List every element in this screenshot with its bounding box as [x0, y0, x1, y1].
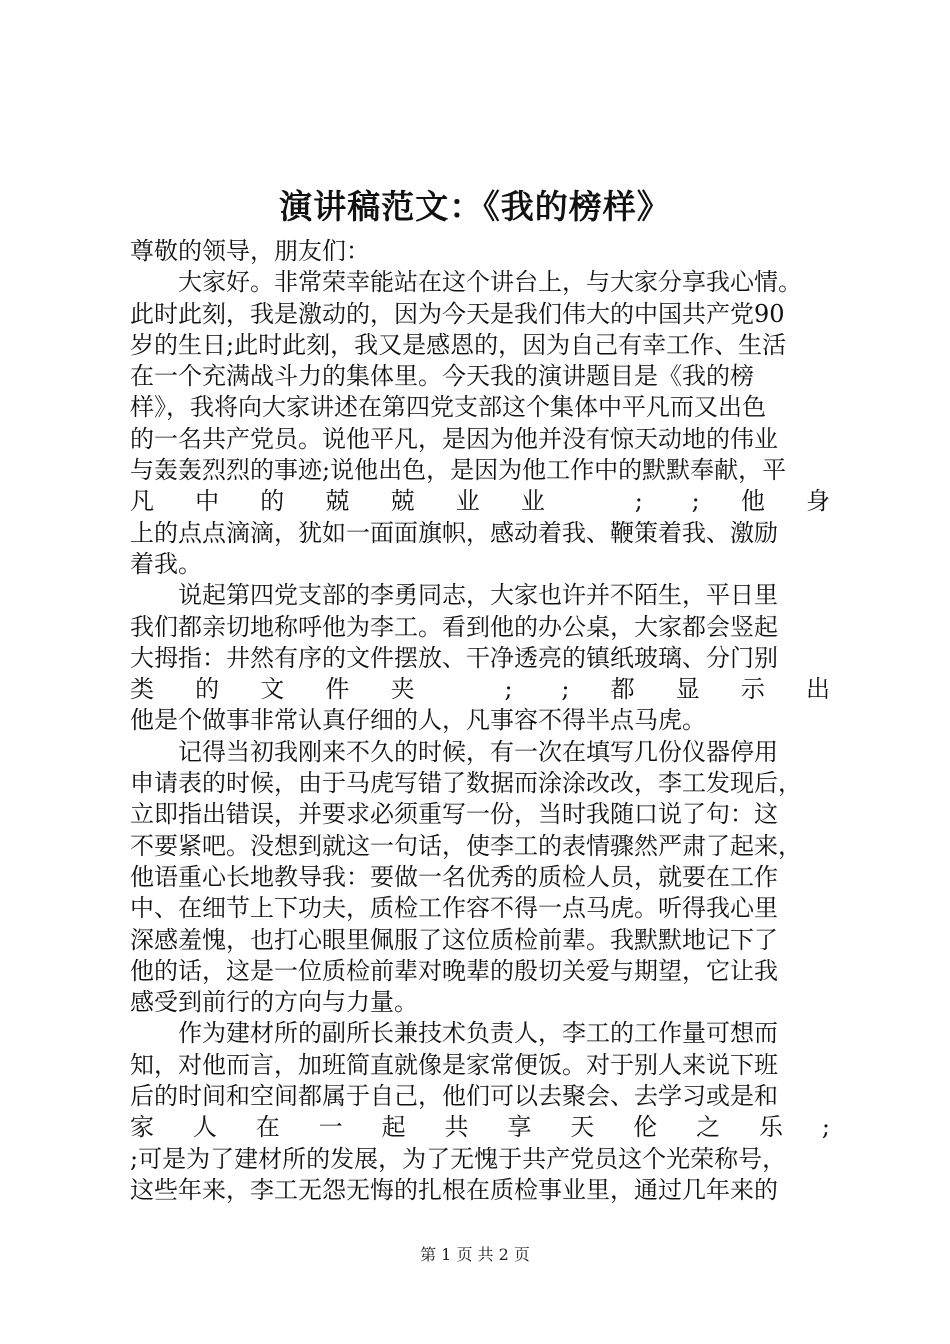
paragraph-line: 家 人 在 一 起 共 享 天 伦 之 乐 ; [130, 1113, 830, 1142]
document-title: 演讲稿范文：《我的榜样》 [279, 187, 671, 226]
paragraph-line: 这些年来，李工无怨无悔的扎根在质检事业里，通过几年来的 [130, 1175, 778, 1204]
paragraph-line: 作为建材所的副所长兼技术负责人，李工的工作量可想而 [178, 1019, 778, 1048]
paragraph-line: 感受到前行的方向与力量。 [130, 988, 418, 1017]
paragraph-line: 岁的生日;此时此刻，我又是感恩的，因为自己有幸工作、生活 [130, 330, 787, 359]
paragraph-line: 的一名共产党员。说他平凡，是因为他并没有惊天动地的伟业 [130, 424, 778, 453]
paragraph-line: 凡中的兢兢业业 ; ;他身 [130, 487, 830, 516]
paragraph-line: 此时此刻，我是激动的，因为今天是我们伟大的中国共产党90 [130, 299, 785, 328]
paragraph-line: 说起第四党支部的李勇同志，大家也许并不陌生，平日里 [178, 581, 778, 610]
paragraph-line: 大拇指：井然有序的文件摆放、干净透亮的镇纸玻璃、分门别 [130, 643, 778, 672]
paragraph-line: 与轰轰烈烈的事迹;说他出色，是因为他工作中的默默奉献，平 [130, 456, 787, 485]
paragraph-line: 后的时间和空间都属于自己，他们可以去聚会、去学习或是和 [130, 1082, 778, 1111]
paragraph-line: 着我。 [130, 549, 202, 578]
paragraph-line: 在一个充满战斗力的集体里。今天我的演讲题目是《我的榜 [130, 362, 754, 391]
paragraph-line: 立即指出错误，并要求必须重写一份，当时我随口说了句：这 [130, 800, 778, 829]
paragraph-line: 他是个做事非常认真仔细的人，凡事容不得半点马虎。 [130, 706, 706, 735]
paragraph-line: 深感羞愧，也打心眼里佩服了这位质检前辈。我默默地记下了 [130, 925, 778, 954]
paragraph-line: 他的话，这是一位质检前辈对晚辈的殷切关爱与期望，它让我 [130, 956, 778, 985]
salutation-line: 尊敬的领导，朋友们： [130, 237, 370, 265]
document-body [130, 236, 830, 1206]
paragraph-line: 记得当初我刚来不久的时候，有一次在填写几份仪器停用 [178, 737, 778, 766]
page-number-footer: 第 1 页 共 2 页 [420, 1245, 530, 1264]
paragraph-line: 他语重心长地教导我：要做一名优秀的质检人员，就要在工作 [130, 862, 778, 891]
paragraph-line: 知，对他而言，加班简直就像是家常便饭。对于别人来说下班 [130, 1050, 778, 1079]
paragraph-line: 申请表的时候，由于马虎写错了数据而涂涂改改，李工发现后， [130, 769, 802, 798]
paragraph-line: 中、在细节上下功夫，质检工作容不得一点马虎。听得我心里 [130, 894, 778, 923]
paragraph-line: ;可是为了建材所的发展，为了无愧于共产党员这个光荣称号， [130, 1144, 787, 1173]
paragraph-line: 不要紧吧。没想到就这一句话，使李工的表情骤然严肃了起来， [130, 831, 802, 860]
paragraph-line: 类的文件夹 ; ;都显示出 [130, 675, 830, 704]
paragraph-line: 上的点点滴滴，犹如一面面旗帜，感动着我、鞭策着我、激励 [130, 518, 778, 547]
paragraph-line: 样》，我将向大家讲述在第四党支部这个集体中平凡而又出色 [130, 393, 766, 422]
paragraph-line: 我们都亲切地称呼他为李工。看到他的办公桌，大家都会竖起 [130, 612, 778, 641]
paragraph-line: 大家好。非常荣幸能站在这个讲台上，与大家分享我心情。 [178, 268, 802, 297]
